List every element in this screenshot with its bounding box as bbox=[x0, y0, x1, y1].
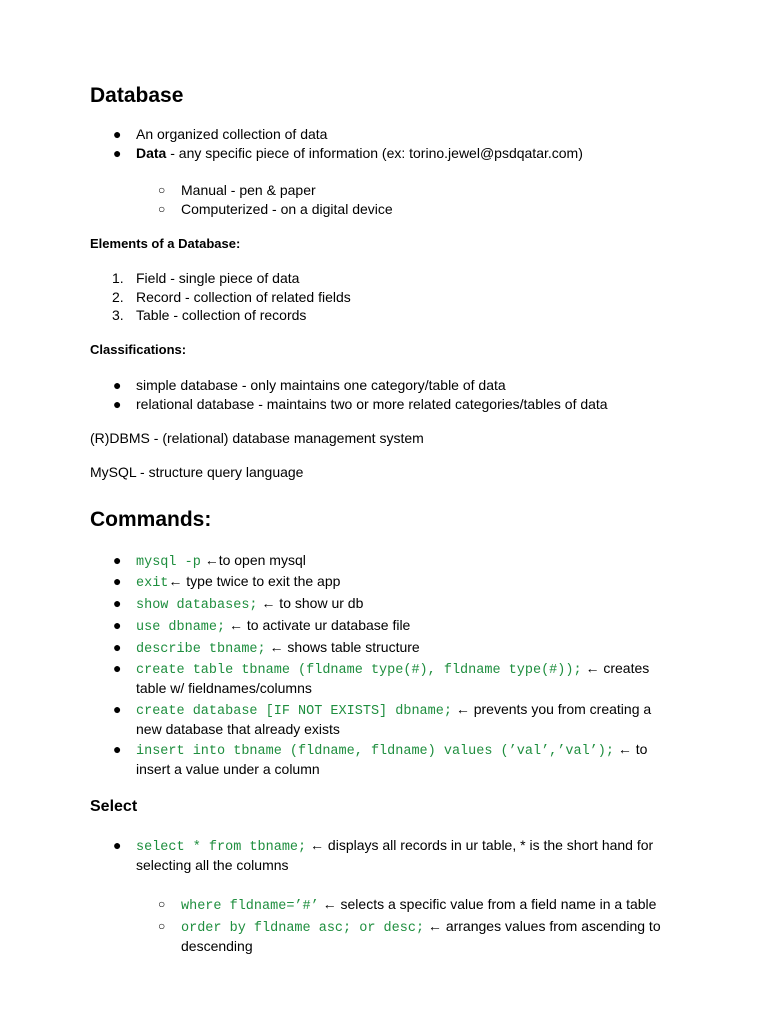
numbered-item: Record - collection of related fields bbox=[136, 289, 351, 305]
bullet-icon: ● bbox=[113, 595, 122, 611]
list-item-text: - any specific piece of information (ex: torino.jewel@psdqatar.com) bbox=[166, 145, 583, 161]
command-desc: ← displays all records in ur table, * is the short hand for bbox=[306, 837, 654, 853]
list-item: simple database - only maintains one category/table of data bbox=[136, 377, 506, 393]
list-item bbox=[136, 124, 327, 144]
list-number: 1. bbox=[112, 270, 124, 286]
command-desc: ← to show ur db bbox=[257, 595, 364, 611]
command-desc-continued: table w/ fieldnames/columns bbox=[136, 680, 312, 696]
command-desc: ← prevents you from creating a bbox=[451, 701, 652, 717]
heading-elements: Elements of a Database: bbox=[90, 236, 241, 251]
heading-select: Select bbox=[90, 798, 138, 815]
command-code: show databases; bbox=[136, 598, 258, 613]
bullet-icon: ● bbox=[113, 377, 122, 393]
sub-command-item bbox=[181, 894, 656, 917]
note-rdbms: (R)DBMS - (relational) database management system bbox=[90, 430, 424, 446]
command-code: use dbname; bbox=[136, 620, 226, 635]
numbered-item: Field - single piece of data bbox=[136, 270, 300, 286]
heading-database: Database bbox=[90, 84, 184, 107]
hollow-bullet-icon: ○ bbox=[158, 202, 166, 216]
list-number: 3. bbox=[112, 307, 124, 323]
list-item-text: An organized collection of data bbox=[136, 126, 328, 142]
heading-commands: Commands: bbox=[90, 508, 212, 531]
command-desc: ← type twice to exit the app bbox=[168, 573, 341, 589]
list-item: relational database - maintains two or more related categories/tables of data bbox=[136, 396, 608, 412]
bullet-icon: ● bbox=[113, 701, 122, 717]
command-code: describe tbname; bbox=[136, 642, 266, 657]
bullet-icon: ● bbox=[113, 126, 122, 142]
bullet-icon: ● bbox=[113, 741, 122, 757]
command-item bbox=[136, 571, 340, 594]
list-number: 2. bbox=[112, 289, 124, 305]
command-desc-continued: selecting all the columns bbox=[136, 857, 289, 873]
command-item bbox=[136, 593, 363, 616]
command-item bbox=[136, 550, 306, 573]
command-desc: ←to open mysql bbox=[200, 552, 306, 568]
bullet-icon: ● bbox=[113, 552, 122, 568]
bullet-icon: ● bbox=[113, 396, 122, 412]
hollow-bullet-icon: ○ bbox=[158, 897, 166, 911]
sub-list-item: Computerized - on a digital device bbox=[181, 201, 393, 217]
bullet-icon: ● bbox=[113, 639, 122, 655]
command-code: select * from tbname; bbox=[136, 840, 307, 855]
command-code: order by fldname asc; or desc; bbox=[181, 921, 425, 936]
list-item-bold: Data bbox=[136, 145, 167, 161]
command-desc: ← to activate ur database file bbox=[225, 617, 411, 633]
bullet-icon: ● bbox=[113, 145, 122, 161]
command-code: where fldname=’#’ bbox=[181, 899, 319, 914]
sub-list-item: Manual - pen & paper bbox=[181, 182, 316, 198]
hollow-bullet-icon: ○ bbox=[158, 183, 166, 197]
command-desc: ← selects a specific value from a field name in a table bbox=[318, 896, 657, 912]
numbered-item: Table - collection of records bbox=[136, 307, 307, 323]
command-code: create table tbname (fldname type(#), fldname type(#)); bbox=[136, 663, 582, 678]
command-code: mysql -p bbox=[136, 555, 201, 570]
command-desc: ← arranges values from ascending to bbox=[424, 918, 661, 934]
note-mysql: MySQL - structure query language bbox=[90, 464, 304, 480]
command-code: exit bbox=[136, 576, 169, 591]
command-desc-continued: descending bbox=[181, 938, 253, 954]
command-desc-continued: new database that already exists bbox=[136, 721, 340, 737]
hollow-bullet-icon: ○ bbox=[158, 919, 166, 933]
bullet-icon: ● bbox=[113, 837, 122, 853]
command-item bbox=[136, 615, 410, 638]
bullet-icon: ● bbox=[113, 617, 122, 633]
command-desc: ← creates bbox=[581, 660, 650, 676]
command-desc-continued: insert a value under a column bbox=[136, 761, 320, 777]
list-item bbox=[136, 143, 583, 163]
sub-command-item bbox=[181, 916, 661, 939]
bullet-icon: ● bbox=[113, 573, 122, 589]
bullet-icon: ● bbox=[113, 660, 122, 676]
command-code: create database [IF NOT EXISTS] dbname; bbox=[136, 704, 452, 719]
command-desc: ← to bbox=[613, 741, 648, 757]
command-code: insert into tbname (fldname, fldname) values (’val’,’val’); bbox=[136, 744, 614, 759]
heading-classifications: Classifications: bbox=[90, 342, 187, 357]
command-desc: ← shows table structure bbox=[265, 639, 420, 655]
command-item bbox=[136, 637, 420, 660]
